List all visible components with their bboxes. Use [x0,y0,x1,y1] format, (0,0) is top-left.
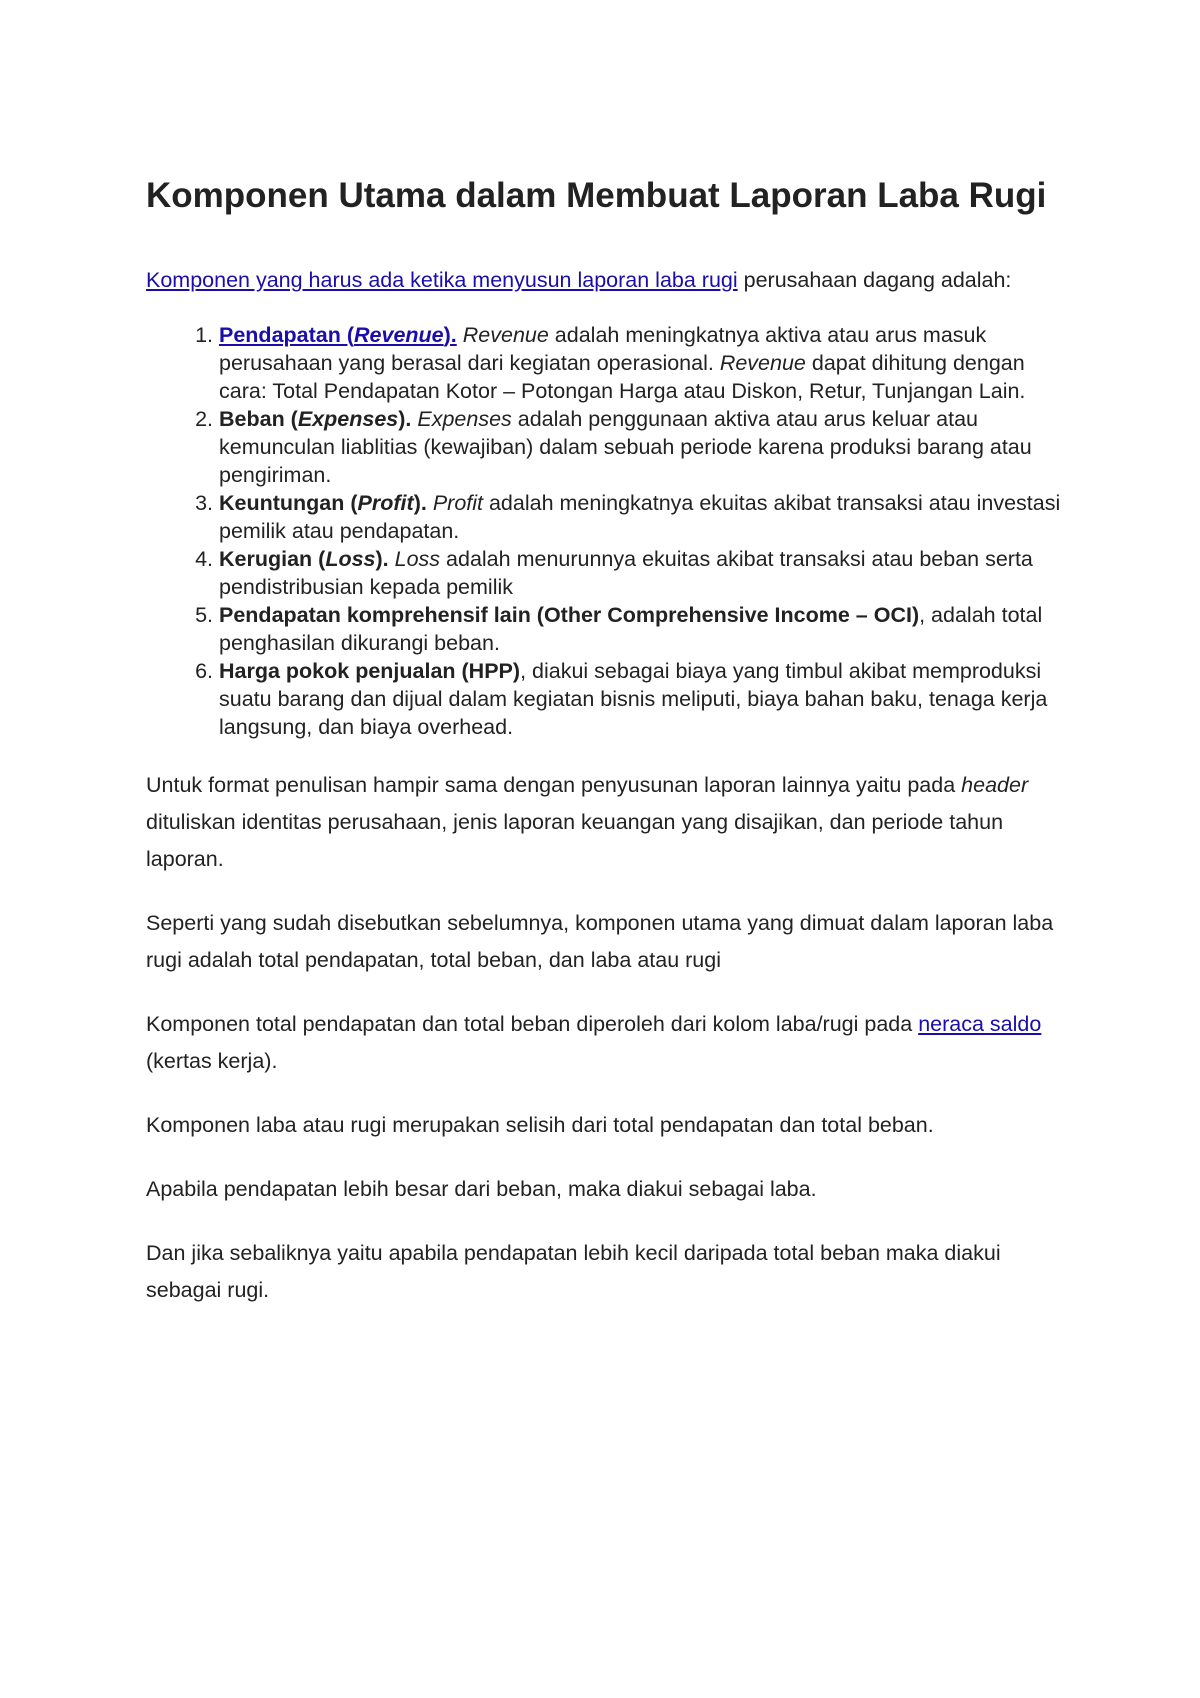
item-text: dapat dihitung dengan cara: Total Pendapatan Kotor – Potongan Harga atau Diskon, Retur, Tunjangan Lain. [219,351,1026,403]
paragraph-difference: Komponen laba atau rugi merupakan selisih dari total pendapatan dan total beban. [146,1113,934,1137]
paragraph-source: Komponen total pendapatan dan total beban diperoleh dari kolom laba/rugi pada neraca saldo (kertas kerja). [146,1012,1042,1073]
intro-link[interactable]: Komponen yang harus ada ketika menyusun laporan laba rugi [146,268,738,292]
item-term: Beban (Expenses). [219,407,412,431]
item-text: , diakui sebagai biaya yang timbul akibat memproduksi suatu barang dan dijual dalam kegiatan bisnis meliputi, biaya bahan baku, tenaga kerja langsung, dan biaya overhead. [219,659,1048,739]
item-text: adalah penggunaan aktiva atau arus keluar atau kemunculan liablitias (kewajiban) dalam sebuah periode karena produksi barang atau pengiriman. [219,407,1032,487]
item-text: adalah menurunnya ekuitas akibat transaksi atau beban serta pendistribusian kepada pemilik [219,547,1033,599]
list-item [219,545,1066,601]
item-term: Kerugian (Loss). [219,547,389,571]
page-title: Komponen Utama dalam Membuat Laporan Laba Rugi [146,176,1047,215]
list-item [219,405,1066,489]
intro-text: perusahaan dagang adalah: [737,268,1012,292]
item-text: adalah meningkatnya aktiva atau arus masuk perusahaan yang berasal dari kegiatan operasional. [219,323,987,375]
list-item [219,657,1066,741]
pendapatan-link[interactable]: Pendapatan (Revenue). [219,323,457,347]
item-em: Revenue [462,323,549,347]
header-em: header [961,773,1029,797]
document-page [146,172,1066,1309]
paragraph-loss: Dan jika sebaliknya yaitu apabila pendapatan lebih kecil daripada total beban maka diakui sebagai rugi. [146,1241,1001,1302]
neraca-saldo-link[interactable]: neraca saldo [918,1012,1042,1036]
item-em: Revenue [719,351,806,375]
item-em: Loss [394,547,441,571]
list-item [219,601,1066,657]
paragraph-components: Seperti yang sudah disebutkan sebelumnya, komponen utama yang dimuat dalam laporan laba rugi adalah total pendapatan, total beban, dan laba atau rugi [146,911,1054,972]
list-item [219,489,1066,545]
item-em: Expenses [417,407,512,431]
components-list [146,321,1066,741]
item-text: adalah meningkatnya ekuitas akibat transaksi atau investasi pemilik atau pendapatan. [219,491,1061,543]
item-term: Pendapatan komprehensif lain (Other Comprehensive Income – OCI) [219,603,920,627]
item-text: , adalah total penghasilan dikurangi beban. [219,603,1043,655]
intro-paragraph [146,262,1066,299]
paragraph-format: Untuk format penulisan hampir sama dengan penyusunan laporan lainnya yaitu pada header dituliskan identitas perusahaan, jenis laporan keuangan yang disajikan, dan periode tahun laporan. [146,773,1029,871]
paragraph-profit: Apabila pendapatan lebih besar dari beban, maka diakui sebagai laba. [146,1177,817,1201]
item-term: Keuntungan (Profit). [219,491,427,515]
item-term: Harga pokok penjualan (HPP) [219,659,521,683]
item-em: Profit [432,491,483,515]
list-item [219,321,1066,405]
